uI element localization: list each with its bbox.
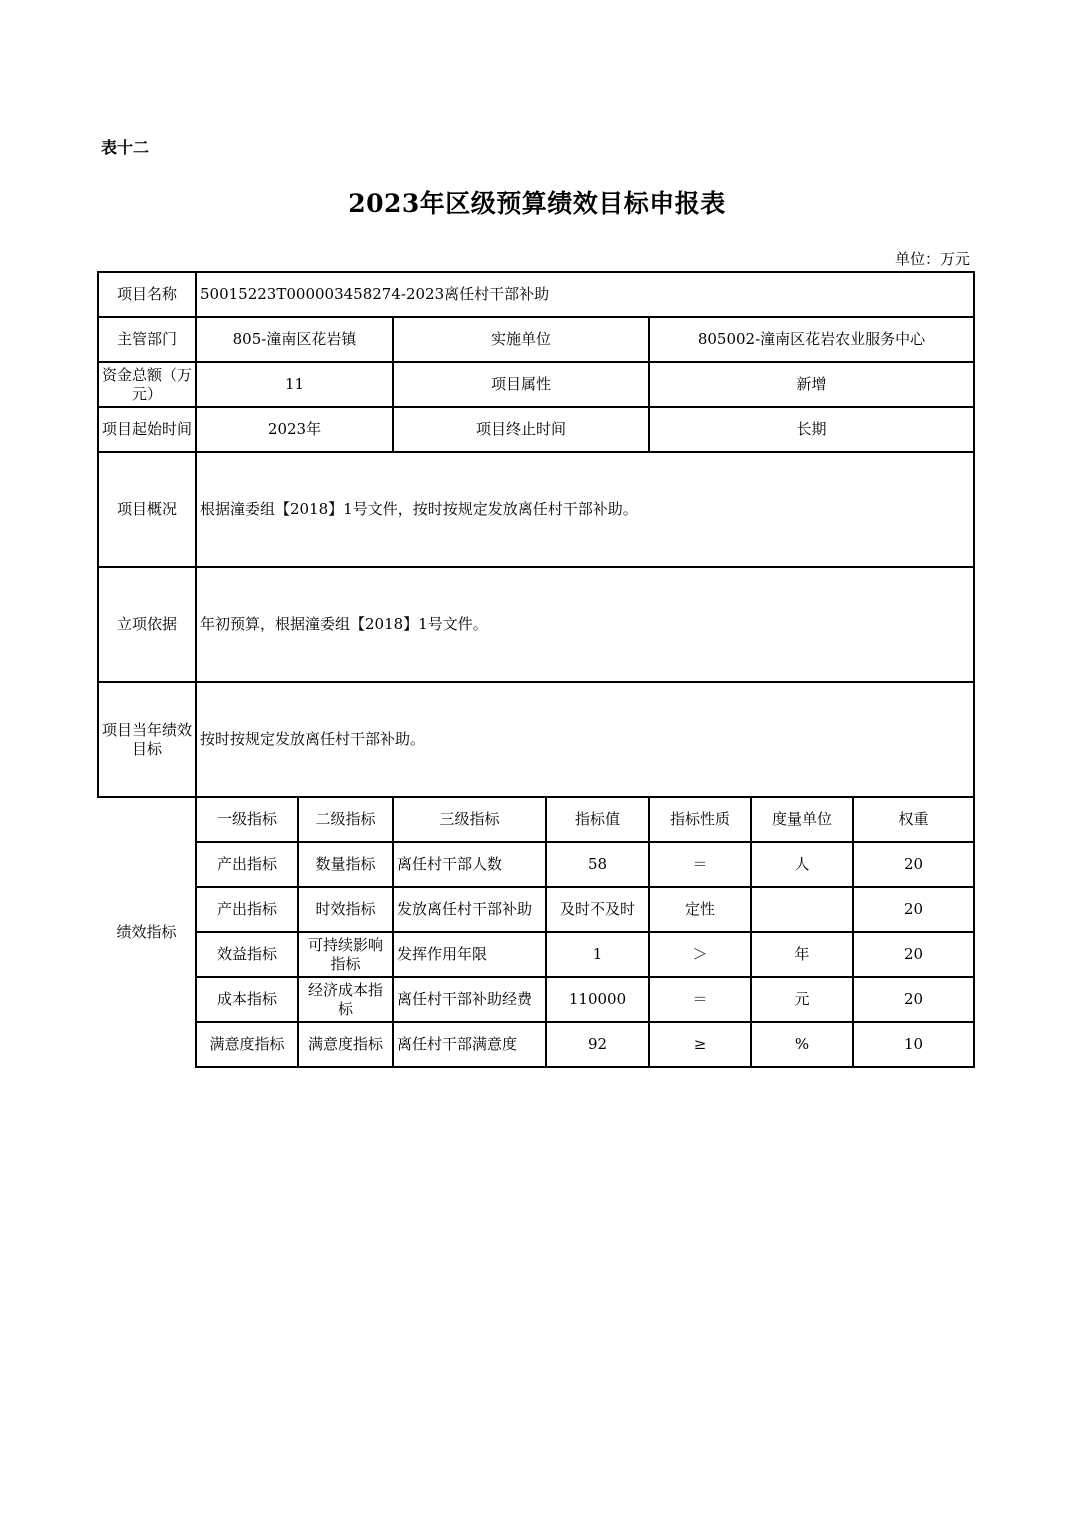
unit-cell [751, 887, 853, 932]
end-value: 长期 [649, 407, 974, 452]
overview-value: 根据潼委组【2018】1号文件，按时按规定发放离任村干部补助。 [196, 452, 974, 567]
nature-cell: ＞ [649, 932, 751, 977]
unit-cell: 人 [751, 842, 853, 887]
nature-cell: 定性 [649, 887, 751, 932]
value-cell: 及时不及时 [546, 887, 649, 932]
funds-label: 资金总额（万元） [98, 362, 196, 407]
unit-cell: 年 [751, 932, 853, 977]
table-row [98, 1022, 974, 1067]
budget-performance-table [97, 271, 975, 1068]
page-title: 2023年区级预算绩效目标申报表 [348, 189, 726, 218]
level2-cell: 可持续影响指标 [298, 932, 393, 977]
level1-cell: 效益指标 [196, 932, 298, 977]
nature-cell: ＝ [649, 842, 751, 887]
funds-value: 11 [196, 362, 393, 407]
nature-cell: ≥ [649, 1022, 751, 1067]
level3-cell: 离任村干部人数 [393, 842, 546, 887]
attr-value: 新增 [649, 362, 974, 407]
level3-cell: 离任村干部补助经费 [393, 977, 546, 1022]
column-header: 指标值 [546, 797, 649, 842]
weight-cell: 20 [853, 977, 974, 1022]
column-header: 二级指标 [298, 797, 393, 842]
level2-cell: 数量指标 [298, 842, 393, 887]
basis-label: 立项依据 [98, 567, 196, 682]
level1-cell: 产出指标 [196, 887, 298, 932]
level2-cell: 满意度指标 [298, 1022, 393, 1067]
level2-cell: 经济成本指标 [298, 977, 393, 1022]
value-cell: 92 [546, 1022, 649, 1067]
weight-cell: 10 [853, 1022, 974, 1067]
column-header: 指标性质 [649, 797, 751, 842]
value-cell: 58 [546, 842, 649, 887]
value-cell: 110000 [546, 977, 649, 1022]
table-row [98, 977, 974, 1022]
weight-cell: 20 [853, 932, 974, 977]
level1-cell: 产出指标 [196, 842, 298, 887]
impl-label: 实施单位 [393, 317, 649, 362]
unit-cell: 元 [751, 977, 853, 1022]
level1-cell: 满意度指标 [196, 1022, 298, 1067]
column-header: 一级指标 [196, 797, 298, 842]
level1-cell: 成本指标 [196, 977, 298, 1022]
table-row [98, 887, 974, 932]
table-row [98, 842, 974, 887]
table-row [98, 932, 974, 977]
weight-cell: 20 [853, 842, 974, 887]
level2-cell: 时效指标 [298, 887, 393, 932]
project-name-value: 50015223T000003458274-2023离任村干部补助 [196, 272, 974, 317]
attr-label: 项目属性 [393, 362, 649, 407]
level3-cell: 离任村干部满意度 [393, 1022, 546, 1067]
start-value: 2023年 [196, 407, 393, 452]
start-label: 项目起始时间 [98, 407, 196, 452]
goal-label: 项目当年绩效目标 [98, 682, 196, 797]
nature-cell: ＝ [649, 977, 751, 1022]
level3-cell: 发放离任村干部补助 [393, 887, 546, 932]
basis-value: 年初预算，根据潼委组【2018】1号文件。 [196, 567, 974, 682]
unit-label: 单位：万元 [894, 250, 970, 268]
project-name-label: 项目名称 [98, 272, 196, 317]
weight-cell: 20 [853, 887, 974, 932]
column-header: 三级指标 [393, 797, 546, 842]
dept-value: 805-潼南区花岩镇 [196, 317, 393, 362]
dept-label: 主管部门 [98, 317, 196, 362]
impl-value: 805002-潼南区花岩农业服务中心 [649, 317, 974, 362]
unit-cell: % [751, 1022, 853, 1067]
level3-cell: 发挥作用年限 [393, 932, 546, 977]
end-label: 项目终止时间 [393, 407, 649, 452]
overview-label: 项目概况 [98, 452, 196, 567]
goal-value: 按时按规定发放离任村干部补助。 [196, 682, 974, 797]
value-cell: 1 [546, 932, 649, 977]
column-header: 权重 [853, 797, 974, 842]
performance-header-row [98, 797, 974, 842]
table-id: 表十二 [101, 138, 150, 157]
performance-section-label: 绩效指标 [116, 923, 177, 941]
column-header: 度量单位 [751, 797, 853, 842]
